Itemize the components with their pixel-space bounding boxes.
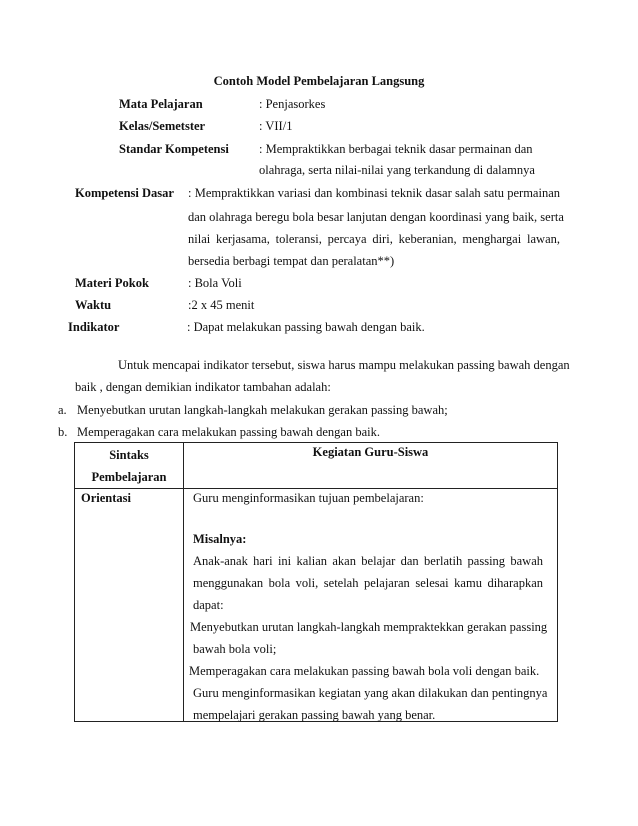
kompetensi-dasar-line: : Mempraktikkan variasi dan kombinasi teknik dasar salah satu permainan [188, 186, 560, 200]
activity-line: Menyebutkan urutan langkah-langkah mempraktekkan gerakan passing [190, 620, 548, 634]
materi-pokok-value: : Bola Voli [188, 276, 242, 290]
waktu-value: :2 x 45 menit [188, 298, 255, 312]
row-label-cell [75, 489, 184, 722]
kompetensi-dasar-line: dan olahraga beregu bola besar lanjutan dengan koordinasi yang baik, serta [188, 210, 564, 224]
waktu-label: Waktu [75, 298, 112, 312]
header-kegiatan: Kegiatan Guru-Siswa [312, 445, 429, 459]
row-activity-cell [184, 489, 558, 722]
activity-line: Memperagakan cara melakukan passing bawah bola voli dengan baik. [189, 664, 540, 678]
list-marker: b. [58, 425, 68, 439]
list-marker: a. [58, 403, 67, 417]
row-label-orientasi: Orientasi [81, 491, 131, 505]
learning-syntax-table [74, 442, 558, 722]
activity-line: bawah bola voli; [193, 642, 277, 656]
activity-line: Guru menginformasikan kegiatan yang akan dilakukan dan pentingnya [193, 686, 548, 700]
activity-line: Misalnya: [193, 532, 247, 546]
standar-kompetensi-value: : Mempraktikkan berbagai teknik dasar permainan dan [259, 142, 533, 156]
activity-line: dapat: [193, 598, 224, 612]
header-cell-kegiatan [184, 443, 558, 489]
activity-line: Anak-anak hari ini kalian akan belajar dan berlatih passing bawah [193, 554, 543, 568]
header-sintaks-line2: Pembelajaran [91, 470, 167, 484]
list-item-text: Menyebutkan urutan langkah-langkah melakukan gerakan passing bawah; [77, 403, 448, 417]
materi-pokok-label: Materi Pokok [75, 276, 149, 290]
kompetensi-dasar-label: Kompetensi Dasar [75, 186, 174, 200]
standar-kompetensi-label: Standar Kompetensi [119, 142, 229, 156]
list-item-text: Memperagakan cara melakukan passing bawah dengan baik. [77, 425, 381, 439]
mata-pelajaran-value: : Penjasorkes [259, 97, 326, 111]
activity-line: menggunakan bola voli, setelah pelajaran selesai kamu diharapkan [193, 576, 543, 590]
standar-kompetensi-cont: olahraga, serta nilai-nilai yang terkandung di dalamnya [259, 163, 535, 177]
kompetensi-dasar-line: bersedia berbagi tempat dan peralatan**) [188, 254, 395, 268]
intro-paragraph-line: baik , dengan demikian indikator tambahan adalah: [75, 380, 331, 394]
intro-paragraph-line: Untuk mencapai indikator tersebut, siswa harus mampu melakukan passing bawah dengan [118, 358, 570, 372]
header-sintaks-line1: Sintaks [109, 448, 149, 462]
header-cell-sintaks [75, 443, 184, 489]
kelas-semester-label: Kelas/Semetster [119, 119, 206, 133]
table-header-row [75, 443, 558, 489]
kelas-semester-value: : VII/1 [259, 119, 293, 133]
mata-pelajaran-label: Mata Pelajaran [119, 97, 203, 111]
indikator-label: Indikator [68, 320, 120, 334]
document-title: Contoh Model Pembelajaran Langsung [213, 74, 425, 88]
table-row [75, 489, 558, 722]
activity-line: Guru menginformasikan tujuan pembelajaran: [193, 491, 424, 505]
activity-line: mempelajari gerakan passing bawah yang benar. [193, 708, 436, 722]
kompetensi-dasar-line: nilai kerjasama, toleransi, percaya diri, keberanian, menghargai lawan, [188, 232, 560, 246]
indikator-value: : Dapat melakukan passing bawah dengan baik. [187, 320, 425, 334]
